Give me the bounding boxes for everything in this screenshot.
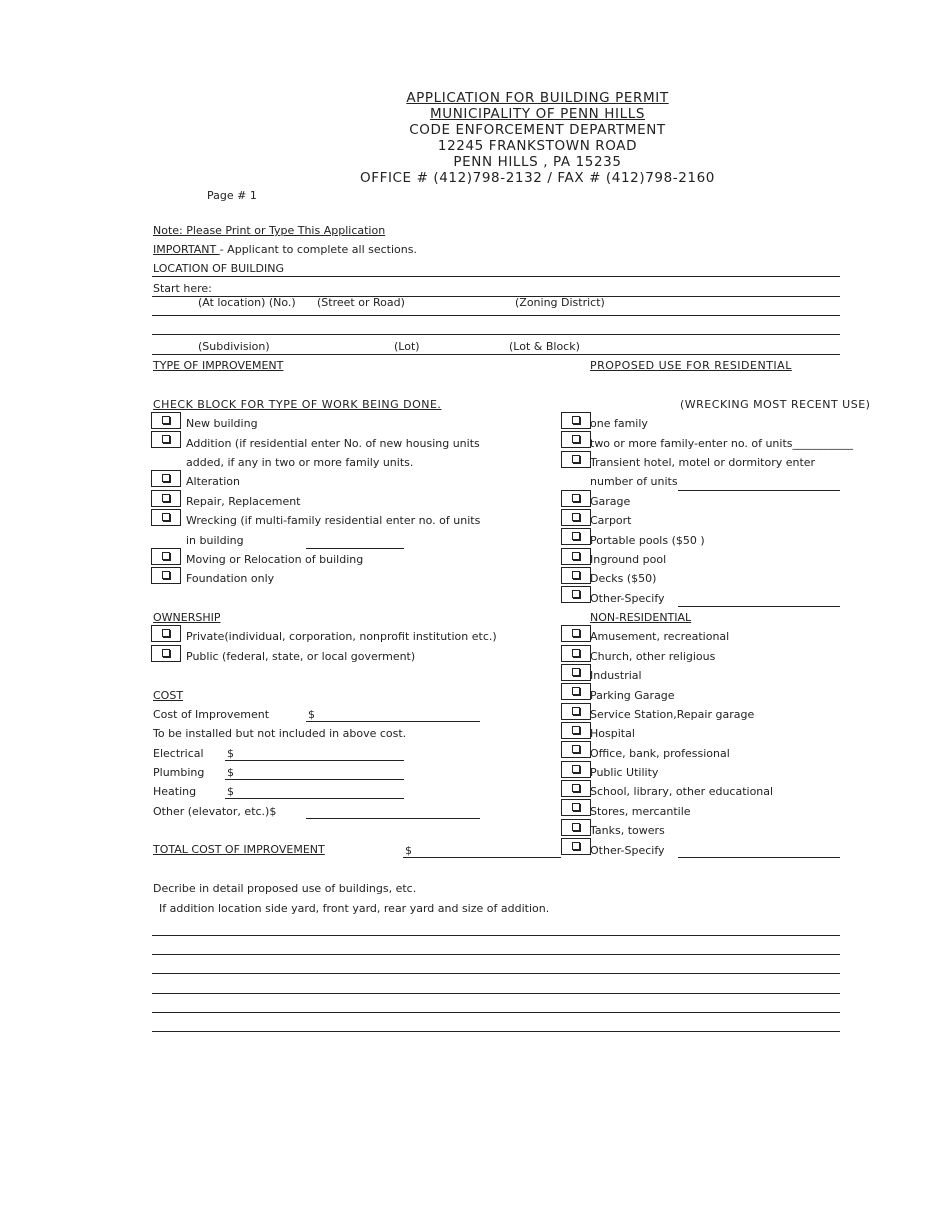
start-here-label: Start here: <box>153 282 212 295</box>
nonres-item-label: Office, bank, professional <box>590 747 730 760</box>
nonres-checkbox[interactable] <box>561 741 591 758</box>
private-label: Private(individual, corporation, nonprofit institution etc.) <box>186 630 497 643</box>
improvement-heading: TYPE OF IMPROVEMENT <box>153 359 284 372</box>
residential-other-label: Other-Specify <box>590 592 665 605</box>
garage-checkbox[interactable] <box>561 490 591 507</box>
nonres-item-label: Church, other religious <box>590 650 716 663</box>
foundation-label: Foundation only <box>186 572 275 585</box>
check-block-heading: CHECK BLOCK FOR TYPE OF WORK BEING DONE. <box>153 398 442 411</box>
wrecking-label: Wrecking (if multi-family residential enter no. of units <box>186 514 481 527</box>
nonres-item-label: Parking Garage <box>590 689 675 702</box>
addition-label-cont: added, if any in two or more family units. <box>186 456 414 469</box>
alteration-label: Alteration <box>186 475 240 488</box>
nonres-checkbox[interactable] <box>561 645 591 662</box>
transient-units-field[interactable] <box>678 490 840 491</box>
important-note <box>153 243 417 256</box>
location-line-3[interactable] <box>152 334 840 335</box>
one-family-checkbox[interactable] <box>561 412 591 429</box>
nonres-checkbox[interactable] <box>561 722 591 739</box>
description-line[interactable] <box>152 1012 840 1013</box>
other-cost-label: Other (elevator, etc.)$ <box>153 805 277 818</box>
description-line[interactable] <box>152 973 840 974</box>
location-bottom-line <box>152 354 840 355</box>
wrecking-checkbox[interactable] <box>151 509 181 526</box>
street-road-label: (Street or Road) <box>317 296 405 309</box>
decks-label: Decks ($50) <box>590 572 657 585</box>
cost-of-improvement-field[interactable] <box>306 721 480 722</box>
repair-label: Repair, Replacement <box>186 495 301 508</box>
repair-checkbox[interactable] <box>151 490 181 507</box>
print-note: Note: Please Print or Type This Application <box>153 224 386 237</box>
zoning-district-label: (Zoning District) <box>515 296 605 309</box>
nonres-item-label: Amusement, recreational <box>590 630 730 643</box>
moving-checkbox[interactable] <box>151 548 181 565</box>
cost-of-improvement-label: Cost of Improvement <box>153 708 270 721</box>
addition-label: Addition (if residential enter No. of new housing units <box>186 437 480 450</box>
nonres-checkbox[interactable] <box>561 703 591 720</box>
electrical-label: Electrical <box>153 747 204 760</box>
description-line[interactable] <box>152 1031 840 1032</box>
public-checkbox[interactable] <box>151 645 181 662</box>
residential-heading: PROPOSED USE FOR RESIDENTIAL <box>590 359 792 372</box>
plumbing-dollar: $ <box>227 766 234 779</box>
inground-pool-label: Inground pool <box>590 553 667 566</box>
street-address: 12245 FRANKSTOWN ROAD <box>437 138 638 154</box>
nonres-checkbox[interactable] <box>561 664 591 681</box>
subdivision-label: (Subdivision) <box>198 340 270 353</box>
important-text: - Applicant to complete all sections. <box>219 243 417 256</box>
electrical-field[interactable] <box>225 760 404 761</box>
carport-checkbox[interactable] <box>561 509 591 526</box>
describe-label: Decribe in detail proposed use of buildings, etc. <box>153 882 417 895</box>
wrecking-most-recent-note: (WRECKING MOST RECENT USE) <box>680 398 871 411</box>
inground-pool-checkbox[interactable] <box>561 548 591 565</box>
portable-pools-label: Portable pools ($50 ) <box>590 534 705 547</box>
description-line[interactable] <box>152 954 840 955</box>
nonresidential-heading: NON-RESIDENTIAL <box>590 611 692 624</box>
department-name: CODE ENFORCEMENT DEPARTMENT <box>409 122 666 138</box>
nonres-checkbox[interactable] <box>561 799 591 816</box>
wrecking-units-field[interactable] <box>306 548 404 549</box>
transient-label: Transient hotel, motel or dormitory enter <box>590 456 816 469</box>
page-number: Page # 1 <box>207 189 257 202</box>
decks-checkbox[interactable] <box>561 567 591 584</box>
garage-label: Garage <box>590 495 631 508</box>
cost-heading: COST <box>153 689 184 702</box>
alteration-checkbox[interactable] <box>151 470 181 487</box>
carport-label: Carport <box>590 514 632 527</box>
nonres-checkbox[interactable] <box>561 761 591 778</box>
city-state-zip: PENN HILLS , PA 15235 <box>453 154 622 170</box>
heating-label: Heating <box>153 785 197 798</box>
nonres-item-label: Other-Specify <box>590 844 665 857</box>
transient-units-label: number of units <box>590 475 678 488</box>
nonres-checkbox[interactable] <box>561 819 591 836</box>
moving-label: Moving or Relocation of building <box>186 553 364 566</box>
location-line-2[interactable] <box>152 315 840 316</box>
plumbing-field[interactable] <box>225 779 404 780</box>
description-line[interactable] <box>152 935 840 936</box>
nonres-checkbox[interactable] <box>561 780 591 797</box>
nonres-item-label: Tanks, towers <box>590 824 665 837</box>
phone-fax: OFFICE # (412)798-2132 / FAX # (412)798-2160 <box>359 170 715 186</box>
heating-dollar: $ <box>227 785 234 798</box>
addition-location-label: If addition location side yard, front yard, rear yard and size of addition. <box>159 902 550 915</box>
new-building-checkbox[interactable] <box>151 412 181 429</box>
total-dollar: $ <box>405 844 412 857</box>
nonres-item-label: Service Station,Repair garage <box>590 708 755 721</box>
nonres-item-label: Stores, mercantile <box>590 805 691 818</box>
nonres-item-label: Hospital <box>590 727 635 740</box>
location-divider <box>152 276 840 277</box>
foundation-checkbox[interactable] <box>151 567 181 584</box>
addition-checkbox[interactable] <box>151 431 181 448</box>
nonres-item-label: Industrial <box>590 669 642 682</box>
total-cost-label: TOTAL COST OF IMPROVEMENT <box>153 843 325 856</box>
private-checkbox[interactable] <box>151 625 181 642</box>
electrical-dollar: $ <box>227 747 234 760</box>
nonres-checkbox[interactable] <box>561 683 591 700</box>
cost-dollar-sign: $ <box>308 708 315 721</box>
wrecking-label-cont: in building <box>186 534 244 547</box>
important-label: IMPORTANT <box>153 243 220 256</box>
at-location-label: (At location) (No.) <box>198 296 296 309</box>
nonres-other-field[interactable] <box>678 857 840 858</box>
lot-label: (Lot) <box>394 340 420 353</box>
nonres-checkbox[interactable] <box>561 838 591 855</box>
residential-other-checkbox[interactable] <box>561 586 591 603</box>
municipality-name: MUNICIPALITY OF PENN HILLS <box>429 106 645 122</box>
nonres-checkbox[interactable] <box>561 625 591 642</box>
total-cost-field[interactable] <box>403 857 561 858</box>
description-line[interactable] <box>152 993 840 994</box>
ownership-heading: OWNERSHIP <box>153 611 221 624</box>
heating-field[interactable] <box>225 798 404 799</box>
transient-checkbox[interactable] <box>561 451 591 468</box>
two-or-more-family-checkbox[interactable] <box>561 431 591 448</box>
new-building-label: New building <box>186 417 258 430</box>
plumbing-label: Plumbing <box>153 766 205 779</box>
location-heading: LOCATION OF BUILDING <box>153 262 285 275</box>
not-included-label: To be installed but not included in above cost. <box>153 727 407 740</box>
two-or-more-family-label: two or more family-enter no. of units___________ <box>590 437 853 450</box>
lot-block-label: (Lot & Block) <box>509 340 580 353</box>
portable-pools-checkbox[interactable] <box>561 528 591 545</box>
nonres-item-label: School, library, other educational <box>590 785 774 798</box>
one-family-label: one family <box>590 417 648 430</box>
other-cost-field[interactable] <box>306 818 480 819</box>
public-label: Public (federal, state, or local goverment) <box>186 650 416 663</box>
form-title: APPLICATION FOR BUILDING PERMIT <box>406 90 669 106</box>
residential-other-field[interactable] <box>678 606 840 607</box>
nonres-item-label: Public Utility <box>590 766 659 779</box>
